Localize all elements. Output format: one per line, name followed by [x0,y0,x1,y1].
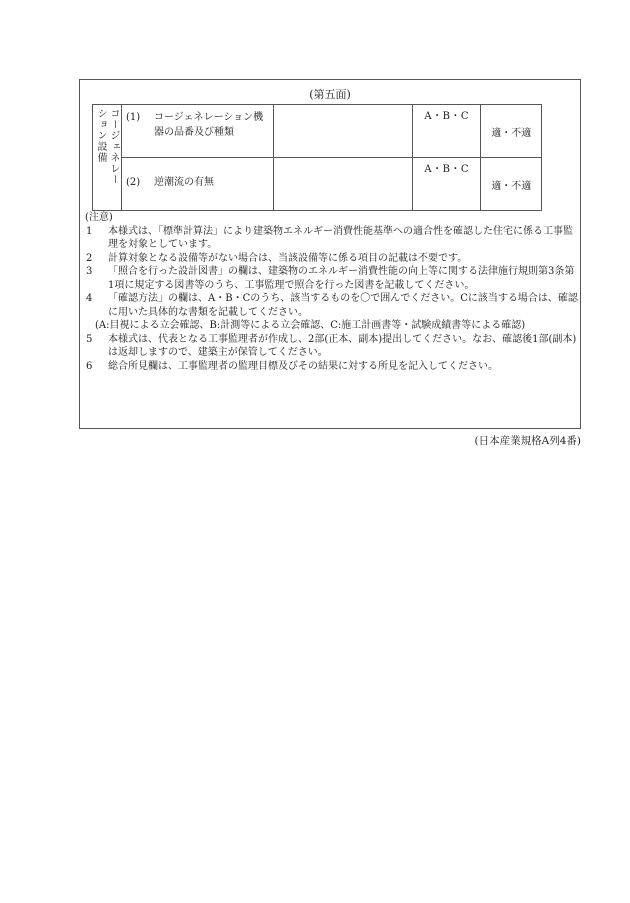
item-label: コージェネレーション機器の品番及び種類 [153,112,264,138]
table-row [93,158,542,211]
inspection-table [92,104,542,211]
note-text: 「確認方法」の欄は、A・B・Cのうち、該当するものを〇で囲んでください。Cに該当する場合は、確認に用いた具体的な書類を記載してください。 [108,293,578,318]
note-item [85,333,579,360]
category-cell [93,105,122,211]
note-number: 2 [86,252,93,264]
page-label: (第五面) [309,88,351,101]
note-number: 3 [86,266,93,277]
note-item [85,225,579,252]
confirmation-method-options: A・B・C [424,111,470,122]
category-label-line-1: コージェネレー [107,108,119,185]
note-item [85,292,579,319]
note-item [85,265,579,292]
confirmation-method-cell[interactable] [413,105,481,158]
form-frame [79,79,581,429]
judgement-cell[interactable]: 適・不適 [481,158,542,211]
design-document-input[interactable] [273,105,412,158]
table-row [93,105,542,158]
note-number: 5 [86,333,93,345]
note-text: 「照合を行った設計図書」の欄は、建築物のエネルギー消費性能の向上等に関する法律施行規則第3条第1項に規定する図書等のうち、工事監理で照合を行った図書を記載してください。 [108,266,575,291]
item-label: 逆潮流の有無 [153,177,214,188]
note-4-legend: (A:目視による立会確認、B:計測等による立会確認、C:施工計画書等・試験成績書等による確認) [95,320,526,331]
item-number: (2) [125,177,141,188]
category-label-line-2: ション設備 [94,108,106,163]
notes-title: (注意) [85,212,113,223]
notes-section [85,211,579,373]
note-text: 本様式は、「標準計算法」により建築物エネルギー消費性能基準への適合性を確認した住宅に係る工事監理を対象としています。 [108,225,573,250]
item-cell [121,158,273,211]
item-number: (1) [125,112,141,123]
note-text: 計算対象となる設備等がない場合は、当該設備等に係る項目の記載は不要です。 [108,252,468,264]
item-cell [121,105,273,158]
judgement-cell[interactable]: 適・不適 [481,105,542,158]
note-number: 1 [86,225,93,237]
confirmation-method-options: A・B・C [424,164,470,175]
note-number: 4 [86,293,93,304]
note-number: 6 [86,360,93,372]
note-item [85,252,579,266]
note-text: 本様式は、代表となる工事監理者が作成し、2部(正本、副本)提出してください。なお、確認後1部(副本)は返却しますので、建築主が保管してください。 [108,333,577,358]
confirmation-method-cell[interactable] [413,158,481,211]
note-item [85,360,579,374]
note-text: 総合所見欄は、工事監理者の監理目標及びその結果に対する所見を記入してください。 [108,360,498,372]
design-document-input[interactable] [273,158,412,211]
paper-size-label: (日本産業規格A列4番) [474,435,581,447]
